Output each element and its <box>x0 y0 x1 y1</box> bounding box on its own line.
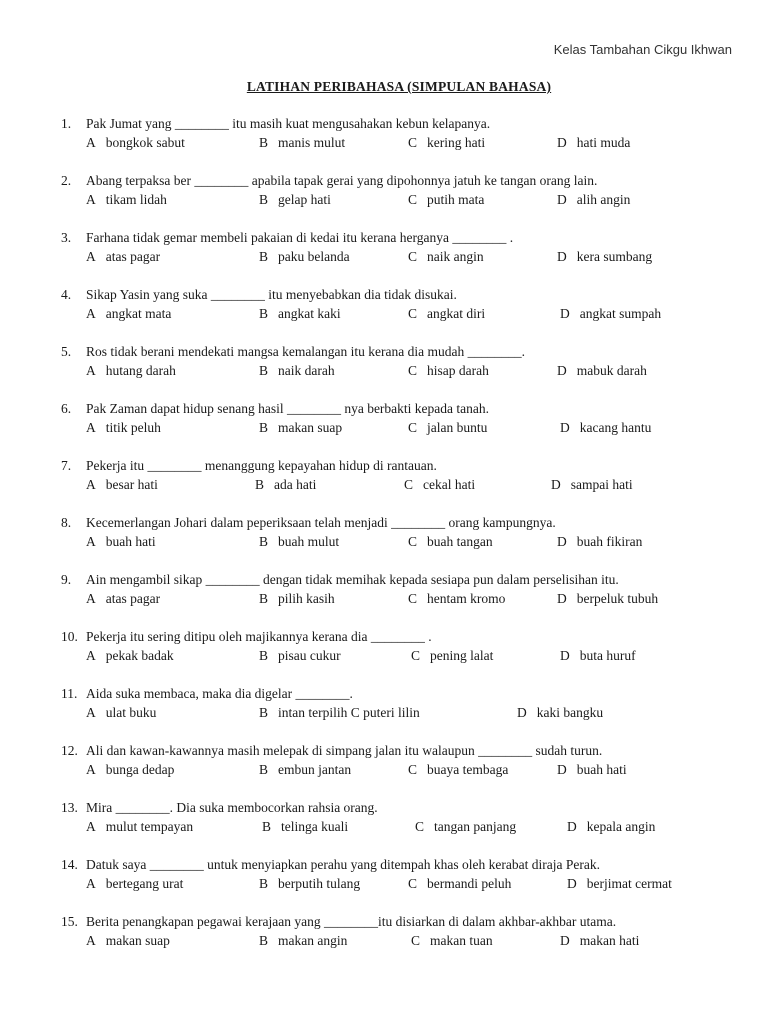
answer-option <box>86 591 160 607</box>
option-letter: B <box>262 819 272 834</box>
answer-option <box>86 363 176 379</box>
answer-option <box>259 135 345 151</box>
option-text: paku belanda <box>278 249 350 264</box>
question-number: 15. <box>61 914 78 929</box>
question-text <box>61 572 619 588</box>
question-text <box>61 458 437 474</box>
option-text: atas pagar <box>105 591 161 606</box>
option-letter: B <box>259 591 269 606</box>
question-number: 6. <box>61 401 72 416</box>
question-text <box>61 800 378 816</box>
option-text: jalan buntu <box>427 420 488 435</box>
option-text: manis mulut <box>278 135 346 150</box>
answer-option <box>557 363 647 379</box>
option-text: bermandi peluh <box>427 876 512 891</box>
question-body: Abang terpaksa ber ________ apabila tapak gerai yang dipohonnya jatuh ke tangan orang lain. <box>86 173 598 188</box>
option-letter: B <box>259 933 269 948</box>
option-letter: A <box>86 135 96 150</box>
answer-option <box>86 933 170 949</box>
question-number: 8. <box>61 515 72 530</box>
option-text: makan hati <box>579 933 640 948</box>
question-text <box>61 116 490 132</box>
option-letter: B <box>259 135 269 150</box>
answer-option <box>86 192 167 208</box>
answer-option <box>408 534 493 550</box>
option-text: naik darah <box>278 363 335 378</box>
answer-option <box>259 420 342 436</box>
question-number: 1. <box>61 116 72 131</box>
option-text: makan suap <box>105 933 170 948</box>
option-letter: D <box>567 819 577 834</box>
option-letter: A <box>86 363 96 378</box>
answer-option <box>517 705 603 721</box>
option-text: tikam lidah <box>105 192 167 207</box>
option-text: buah mulut <box>278 534 340 549</box>
option-letter: A <box>86 819 96 834</box>
answer-option <box>259 192 331 208</box>
answer-option <box>86 249 160 265</box>
answer-option <box>408 135 485 151</box>
answer-option <box>408 363 489 379</box>
option-letter: C <box>408 249 418 264</box>
option-letter: A <box>86 420 96 435</box>
option-letter: A <box>86 705 96 720</box>
question-item <box>0 401 768 441</box>
question-number: 11. <box>61 686 78 701</box>
answer-option <box>560 420 651 436</box>
option-text: buaya tembaga <box>427 762 509 777</box>
option-text: hisap darah <box>427 363 489 378</box>
option-text: kaki bangku <box>536 705 604 720</box>
question-body: Farhana tidak gemar membeli pakaian di kedai itu kerana herganya ________ . <box>86 230 514 245</box>
question-text <box>61 743 602 759</box>
option-letter: C <box>408 534 418 549</box>
question-body: Sikap Yasin yang suka ________ itu menyebabkan dia tidak disukai. <box>86 287 457 302</box>
option-text: mabuk darah <box>576 363 647 378</box>
question-text <box>61 857 600 873</box>
option-text: bunga dedap <box>105 762 175 777</box>
option-letter: C <box>415 819 425 834</box>
option-letter: D <box>517 705 527 720</box>
option-letter: D <box>560 306 570 321</box>
answer-option <box>408 306 485 322</box>
option-text: berpeluk tubuh <box>576 591 659 606</box>
option-text: tangan panjang <box>434 819 517 834</box>
question-number: 5. <box>61 344 72 359</box>
question-body: Mira ________. Dia suka membocorkan rahsia orang. <box>86 800 378 815</box>
option-letter: A <box>86 762 96 777</box>
question-item <box>0 857 768 897</box>
question-body: Pak Jumat yang ________ itu masih kuat mengusahakan kebun kelapanya. <box>86 116 491 131</box>
question-body: Kecemerlangan Johari dalam peperiksaan telah menjadi ________ orang kampungnya. <box>86 515 556 530</box>
option-letter: B <box>255 477 265 492</box>
option-letter: C <box>408 762 418 777</box>
option-letter: B <box>259 762 269 777</box>
answer-option <box>259 249 350 265</box>
option-letter: C <box>408 591 418 606</box>
option-text: pisau cukur <box>278 648 341 663</box>
option-text: hentam kromo <box>427 591 506 606</box>
question-item <box>0 743 768 783</box>
option-letter: A <box>86 534 96 549</box>
option-letter: B <box>259 534 269 549</box>
option-letter: A <box>86 591 96 606</box>
option-text: angkat mata <box>105 306 172 321</box>
option-text: hati muda <box>576 135 631 150</box>
option-text: buta huruf <box>579 648 636 663</box>
answer-option <box>86 876 183 892</box>
question-item <box>0 344 768 384</box>
option-letter: D <box>557 135 567 150</box>
answer-option <box>560 648 636 664</box>
answer-option <box>411 648 493 664</box>
answer-option <box>255 477 316 493</box>
answer-option <box>557 192 630 208</box>
question-number: 13. <box>61 800 78 815</box>
option-letter: A <box>86 933 96 948</box>
answer-option <box>259 363 335 379</box>
answer-option <box>408 591 505 607</box>
answer-option <box>567 819 655 835</box>
page-header: Kelas Tambahan Cikgu Ikhwan <box>553 42 732 57</box>
option-text: makan tuan <box>430 933 493 948</box>
answer-option <box>408 420 487 436</box>
option-letter: D <box>567 876 577 891</box>
answer-option <box>408 192 484 208</box>
option-letter: C <box>408 306 418 321</box>
answer-option <box>259 648 341 664</box>
option-letter: C <box>411 648 421 663</box>
option-letter: D <box>560 420 570 435</box>
answer-option <box>557 249 652 265</box>
option-text: buah tangan <box>427 534 493 549</box>
option-text: buah fikiran <box>576 534 643 549</box>
question-text <box>61 686 353 702</box>
answer-option <box>557 762 627 778</box>
option-text: berputih tulang <box>278 876 361 891</box>
option-text: putih mata <box>427 192 485 207</box>
answer-option <box>408 762 508 778</box>
option-letter: B <box>259 363 269 378</box>
option-letter: A <box>86 192 96 207</box>
option-letter: A <box>86 249 96 264</box>
answer-option <box>86 705 156 721</box>
option-text: bertegang urat <box>105 876 184 891</box>
worksheet-title: LATIHAN PERIBAHASA (SIMPULAN BAHASA) <box>246 79 552 94</box>
option-text: kera sumbang <box>576 249 653 264</box>
question-body: Pekerja itu ________ menanggung kepayahan hidup di rantauan. <box>86 458 437 473</box>
option-text: pekak badak <box>105 648 174 663</box>
option-text: kering hati <box>427 135 486 150</box>
answer-option <box>86 819 193 835</box>
option-letter: C <box>411 933 421 948</box>
option-letter: C <box>408 420 418 435</box>
question-item <box>0 572 768 612</box>
question-body: Pekerja itu sering ditipu oleh majikannya kerana dia ________ . <box>86 629 432 644</box>
answer-option <box>560 306 661 322</box>
question-body: Ali dan kawan-kawannya masih melepak di simpang jalan itu walaupun ________ sudah turun. <box>86 743 603 758</box>
answer-option <box>86 648 174 664</box>
answer-option <box>560 933 639 949</box>
option-letter: D <box>557 762 567 777</box>
answer-option <box>415 819 516 835</box>
question-number: 12. <box>61 743 78 758</box>
option-letter: A <box>86 306 96 321</box>
option-letter: B <box>259 648 269 663</box>
option-letter: A <box>86 876 96 891</box>
question-text <box>61 230 513 246</box>
option-text: angkat sumpah <box>579 306 662 321</box>
answer-option <box>259 876 360 892</box>
option-text: kepala angin <box>586 819 656 834</box>
option-letter: D <box>557 192 567 207</box>
answer-option <box>86 135 185 151</box>
question-item <box>0 287 768 327</box>
option-letter: D <box>551 477 561 492</box>
answer-option <box>259 306 341 322</box>
option-text: pilih kasih <box>278 591 335 606</box>
question-number: 7. <box>61 458 72 473</box>
question-text <box>61 401 489 417</box>
question-item <box>0 458 768 498</box>
question-number: 3. <box>61 230 72 245</box>
question-body: Berita penangkapan pegawai kerajaan yang ________itu disiarkan di dalam akhbar-akhbar utama. <box>86 914 617 929</box>
option-letter: D <box>557 591 567 606</box>
question-text <box>61 515 556 531</box>
option-letter: A <box>86 648 96 663</box>
option-letter: C <box>408 363 418 378</box>
question-number: 9. <box>61 572 72 587</box>
option-letter: B <box>259 420 269 435</box>
question-text <box>61 914 616 930</box>
answer-option <box>259 933 347 949</box>
option-letter: B <box>259 705 269 720</box>
answer-option <box>557 534 642 550</box>
question-body: Ain mengambil sikap ________ dengan tidak memihak kepada sesiapa pun dalam perselisihan itu. <box>86 572 619 587</box>
option-letter: C <box>408 192 418 207</box>
option-letter: D <box>557 363 567 378</box>
answer-option <box>411 933 493 949</box>
option-text: naik angin <box>427 249 484 264</box>
option-text: sampai hati <box>570 477 633 492</box>
option-text: cekal hati <box>423 477 476 492</box>
option-letter: C <box>408 876 418 891</box>
option-text: besar hati <box>105 477 158 492</box>
question-number: 14. <box>61 857 78 872</box>
answer-option <box>408 876 511 892</box>
answer-option <box>567 876 672 892</box>
option-text: berjimat cermat <box>586 876 672 891</box>
answer-option <box>551 477 633 493</box>
option-text: mulut tempayan <box>105 819 194 834</box>
answer-option <box>259 705 420 721</box>
option-text: gelap hati <box>278 192 331 207</box>
option-text: hutang darah <box>105 363 176 378</box>
option-text: angkat diri <box>427 306 486 321</box>
question-text <box>61 629 432 645</box>
answer-option <box>259 534 339 550</box>
option-letter: C <box>404 477 414 492</box>
answer-option <box>408 249 484 265</box>
question-item <box>0 230 768 270</box>
answer-option <box>262 819 348 835</box>
question-item <box>0 914 768 954</box>
option-letter: D <box>557 249 567 264</box>
option-letter: B <box>259 306 269 321</box>
option-letter: B <box>259 876 269 891</box>
question-item <box>0 800 768 840</box>
option-letter: A <box>86 477 96 492</box>
answer-option <box>557 591 658 607</box>
answer-option <box>259 762 351 778</box>
answer-option <box>259 591 335 607</box>
option-letter: C <box>408 135 418 150</box>
option-letter: D <box>560 648 570 663</box>
option-text: buah hati <box>105 534 156 549</box>
question-item <box>0 686 768 726</box>
question-body: Datuk saya ________ untuk menyiapkan perahu yang ditempah khas oleh kerabat diraja Perak. <box>86 857 600 872</box>
question-number: 2. <box>61 173 72 188</box>
option-text: alih angin <box>576 192 631 207</box>
option-text: atas pagar <box>105 249 161 264</box>
question-item <box>0 515 768 555</box>
question-body: Aida suka membaca, maka dia digelar ________. <box>86 686 353 701</box>
option-text: kacang hantu <box>579 420 652 435</box>
question-body: Pak Zaman dapat hidup senang hasil ________ nya berbakti kepada tanah. <box>86 401 490 416</box>
question-number: 4. <box>61 287 72 302</box>
option-text: makan suap <box>278 420 343 435</box>
answer-option <box>86 420 161 436</box>
question-number: 10. <box>61 629 78 644</box>
option-text: intan terpilih C puteri lilin <box>278 705 420 720</box>
option-text: makan angin <box>278 933 348 948</box>
answer-option <box>557 135 630 151</box>
option-text: telinga kuali <box>281 819 349 834</box>
answer-option <box>86 762 174 778</box>
option-text: ulat buku <box>105 705 157 720</box>
question-text <box>61 287 457 303</box>
answer-option <box>86 477 158 493</box>
question-item <box>0 173 768 213</box>
question-text <box>61 173 597 189</box>
option-text: bongkok sabut <box>105 135 185 150</box>
option-text: angkat kaki <box>278 306 341 321</box>
question-item <box>0 629 768 669</box>
option-letter: D <box>560 933 570 948</box>
option-text: titik peluh <box>105 420 161 435</box>
option-text: ada hati <box>274 477 317 492</box>
answer-option <box>86 534 156 550</box>
option-letter: B <box>259 192 269 207</box>
answer-option <box>404 477 475 493</box>
question-body: Ros tidak berani mendekati mangsa kemalangan itu kerana dia mudah ________. <box>86 344 526 359</box>
option-text: pening lalat <box>430 648 494 663</box>
question-item <box>0 116 768 156</box>
question-text <box>61 344 525 360</box>
option-text: embun jantan <box>278 762 352 777</box>
option-text: buah hati <box>576 762 627 777</box>
answer-option <box>86 306 171 322</box>
option-letter: B <box>259 249 269 264</box>
option-letter: D <box>557 534 567 549</box>
